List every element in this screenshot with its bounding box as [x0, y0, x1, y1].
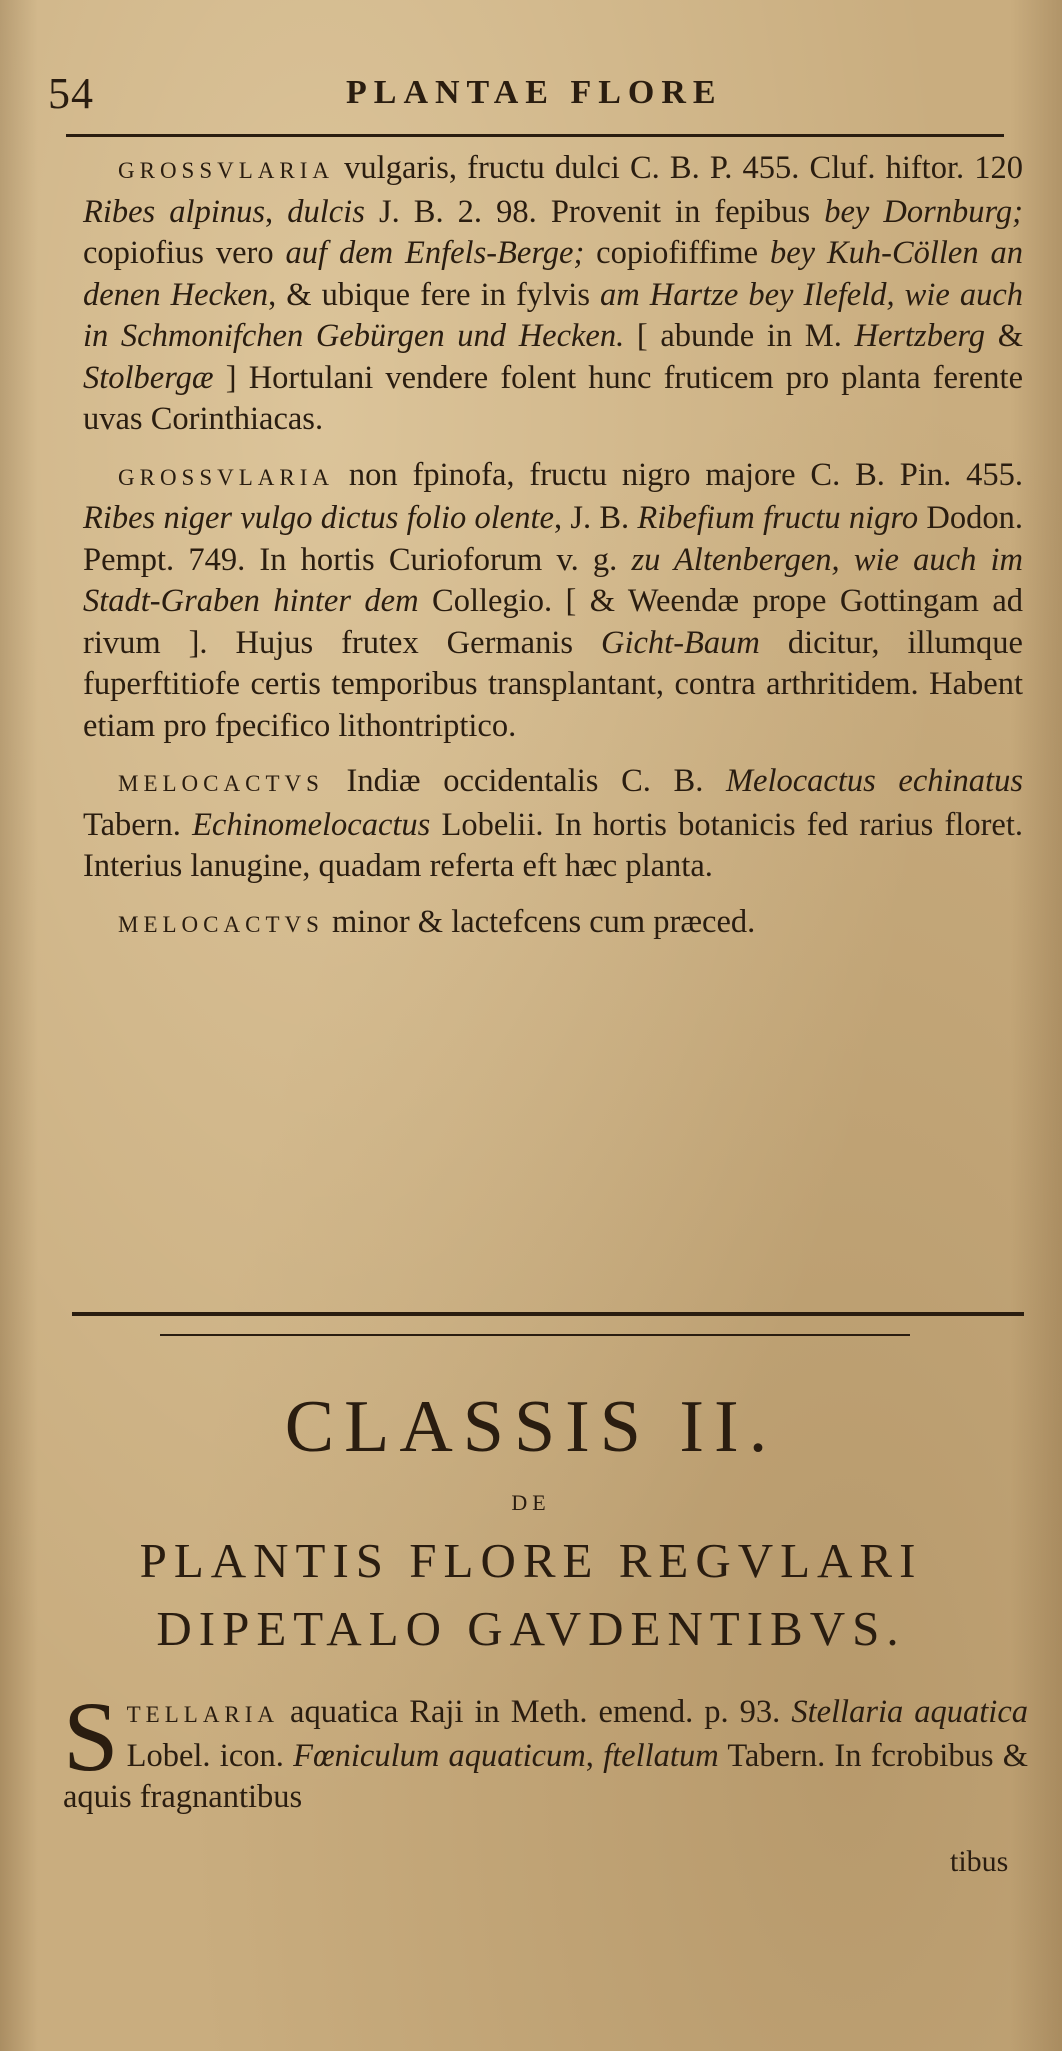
italic-segment: Fœniculum aquaticum: [293, 1737, 586, 1774]
text-segment: non fpinofa, fructu nigro majore C. B. Pin. 455.: [334, 456, 1023, 493]
text-segment: J. B. 2. 98. Provenit in fepibus: [364, 193, 825, 230]
text-segment: ,: [265, 193, 288, 230]
catchword: tibus: [950, 1845, 1009, 1878]
entry-head: MELOCACTVS: [118, 771, 324, 796]
text-segment: Dodon. Pempt. 749. In hortis Curioforum v. g.: [83, 500, 1023, 578]
text-segment: , & ubique fere in fylvis: [268, 276, 601, 313]
italic-segment: bey Dornburg;: [824, 193, 1024, 230]
paragraph-text: [83, 457, 1023, 744]
entry-head: MELOCACTVS: [118, 911, 324, 937]
entry-head: TELLARIA: [126, 1702, 280, 1727]
italic-segment: Ribefium fructu nigro: [637, 500, 919, 536]
text-segment: ] Hortulani vendere folent hunc fruticem pro planta ferente uvas Corinthiacas.: [83, 359, 1023, 437]
italic-segment: Ribes niger vulgo dictus folio olente: [83, 500, 554, 536]
text-segment: &: [985, 318, 1023, 354]
header-rule: [66, 134, 1004, 137]
text-segment: Lobel. icon.: [126, 1737, 294, 1774]
paragraph-text: [83, 150, 1023, 437]
text-segment: Tabern.: [83, 806, 193, 843]
text-segment: copiofius vero: [83, 235, 286, 271]
text-segment: Tabern. In fcrobibus & aquis fragnantibus: [63, 1737, 1028, 1815]
section-de: DE: [511, 1490, 551, 1515]
italic-segment: Echinomelocactus: [192, 806, 431, 843]
italic-segment: Stolbergæ: [83, 359, 214, 396]
section-subtitle-line1: PLANTIS FLORE REGVLARI: [139, 1533, 923, 1588]
text-segment: ,: [585, 1737, 604, 1774]
text-segment: Indiæ occidentalis C. B.: [323, 763, 726, 799]
section-title: CLASSIS II.: [284, 1386, 778, 1468]
text-segment: aquatica Raji in Meth. emend. p. 93.: [279, 1694, 792, 1730]
entry-head: GROSSVLARIA: [118, 464, 335, 490]
italic-segment: Stellaria aquatica: [791, 1694, 1028, 1730]
paragraph-text: [324, 904, 755, 940]
running-head: PLANTAE FLORE: [346, 74, 723, 111]
text-segment: vulgaris, fructu dulci C. B. P. 455. Cluf. hiftor. 120: [334, 150, 1023, 186]
page-header: [48, 68, 1008, 118]
text-segment: [ abunde in M.: [624, 318, 855, 354]
italic-segment: Gicht-Baum: [601, 624, 760, 661]
page-number: 54: [48, 69, 94, 118]
text-segment: minor & lactefcens cum præced.: [323, 903, 756, 940]
text-segment: Lobelii. In hortis botanicis fed rarius floret. Interius lanugine, quadam referta eft hæc planta.: [83, 806, 1023, 884]
text-segment: Collegio. [ & Weendæ prope Gottingam ad rivum ]. Hujus frutex Germanis: [83, 583, 1023, 661]
drop-cap: S: [63, 1681, 119, 1792]
body-text: [83, 148, 1023, 959]
section-subtitle-line2: DIPETALO GAVDENTIBVS.: [156, 1601, 906, 1656]
paragraph: [83, 455, 1023, 748]
text-segment: copiofiffime: [584, 235, 770, 271]
paragraph: [83, 902, 1023, 946]
italic-segment: zu Altenbergen, wie auch im Stadt-Graben hinter dem: [83, 541, 1023, 619]
text-segment: , J. B.: [553, 500, 638, 536]
paragraph: [83, 761, 1023, 888]
italic-segment: Melocactus echinatus: [725, 763, 1023, 799]
paragraph: [83, 148, 1023, 441]
text-segment: dicitur, illumque fuperftitiofe certis temporibus transplantant, contra arthritidem. Habent etiam pro fpecifico lithontriptico.: [83, 624, 1023, 744]
section-rule: [72, 1312, 1024, 1316]
section-rule: [160, 1334, 910, 1336]
italic-segment: Hertzberg: [854, 318, 986, 354]
italic-segment: auf dem Enfels-Berge;: [285, 235, 585, 271]
italic-segment: am Hartze bey Ilefeld, wie auch in Schmonifchen Gebürgen und Hecken.: [83, 276, 1023, 354]
italic-segment: Ribes alpinus: [83, 193, 265, 230]
first-entry: [63, 1681, 1028, 1819]
italic-segment: dulcis: [287, 193, 365, 230]
italic-segment: ftellatum: [603, 1737, 719, 1774]
italic-segment: bey Kuh-Cöllen an denen Hecken: [83, 235, 1024, 313]
entry-head: GROSSVLARIA: [118, 158, 335, 183]
